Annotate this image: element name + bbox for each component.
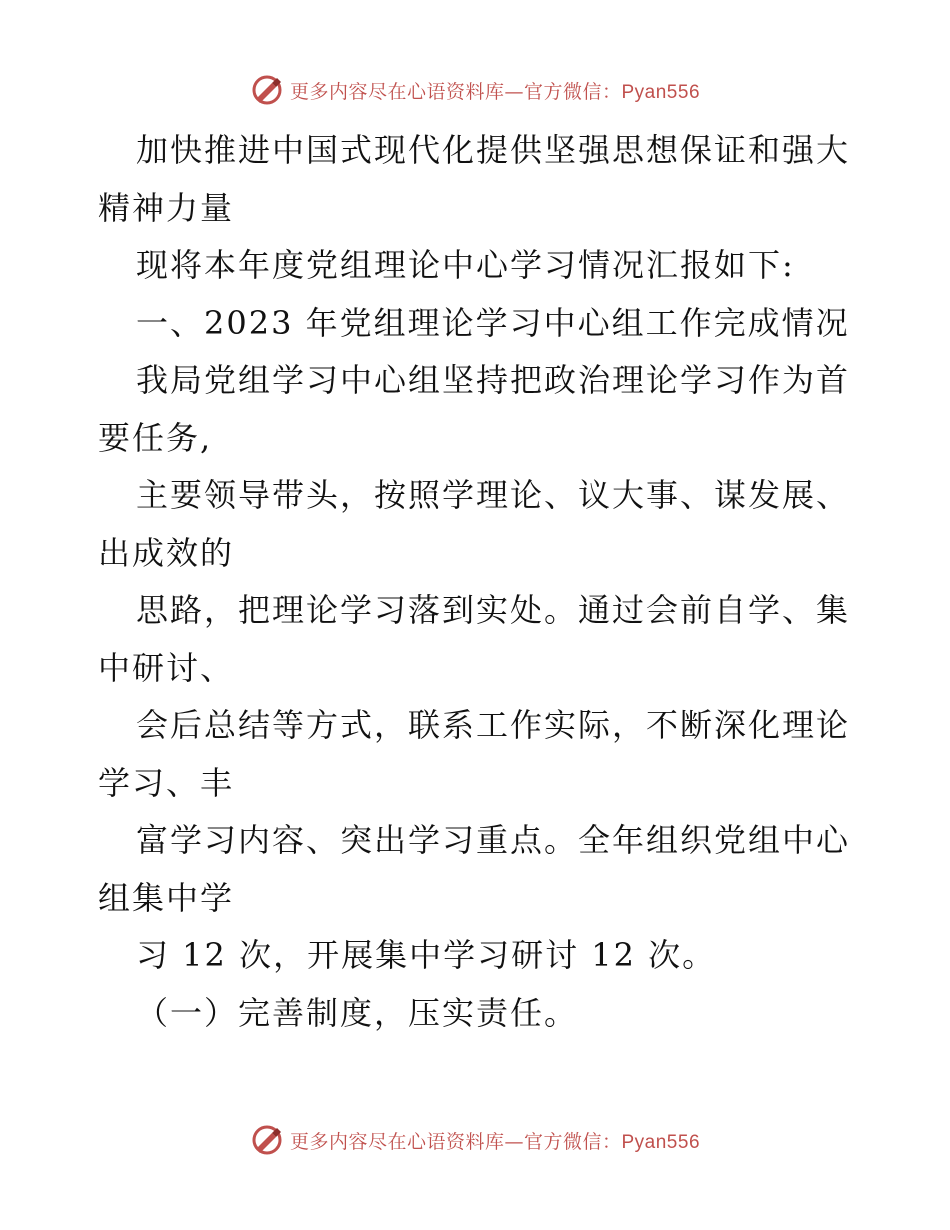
watermark-dash: — — [504, 1130, 524, 1153]
watermark-label: 官方微信： — [523, 80, 622, 103]
watermark-label: 官方微信： — [523, 1130, 622, 1153]
watermark-account: Pyan556 — [621, 81, 701, 103]
paragraph-line: 思路，把理论学习落到实处。通过会前自学、集 — [136, 591, 851, 629]
watermark-text: 更多内容尽在心语资料库 — [289, 1130, 505, 1153]
paragraph-line: 组集中学 — [98, 878, 235, 917]
subsection-heading: （一）完善制度，压实责任。 — [136, 993, 579, 1032]
pen-logo-icon — [250, 1123, 284, 1157]
paragraph-line: 富学习内容、突出学习重点。全年组织党组中心 — [136, 821, 851, 859]
section-heading: 一、2023 年党组理论学习中心组工作完成情况 — [136, 303, 850, 342]
paragraph-line: 我局党组学习中心组坚持把政治理论学习作为首 — [136, 361, 851, 399]
pen-logo-icon — [250, 73, 284, 107]
header-watermark — [0, 70, 950, 110]
paragraph-line: 现将本年度党组理论中心学习情况汇报如下: — [136, 246, 795, 284]
paragraph-line: 出成效的 — [98, 533, 235, 572]
footer-watermark — [0, 1120, 950, 1160]
watermark-dash: — — [504, 80, 524, 103]
paragraph-line: 会后总结等方式，联系工作实际，不断深化理论 — [136, 706, 851, 744]
watermark-text: 更多内容尽在心语资料库 — [289, 80, 505, 103]
paragraph-line: 加快推进中国式现代化提供坚强思想保证和强大 — [136, 131, 851, 169]
paragraph-line: 学习、丰 — [98, 763, 235, 802]
paragraph-line: 习 12 次，开展集中学习研讨 12 次。 — [136, 936, 717, 974]
paragraph-line: 主要领导带头，按照学理论、议大事、谋发展、 — [136, 476, 851, 514]
paragraph-line: 要任务, — [98, 418, 213, 457]
paragraph-line: 精神力量 — [98, 188, 235, 227]
paragraph-line: 中研讨、 — [98, 648, 235, 687]
document-body — [98, 122, 858, 1042]
watermark-account: Pyan556 — [621, 1131, 701, 1153]
